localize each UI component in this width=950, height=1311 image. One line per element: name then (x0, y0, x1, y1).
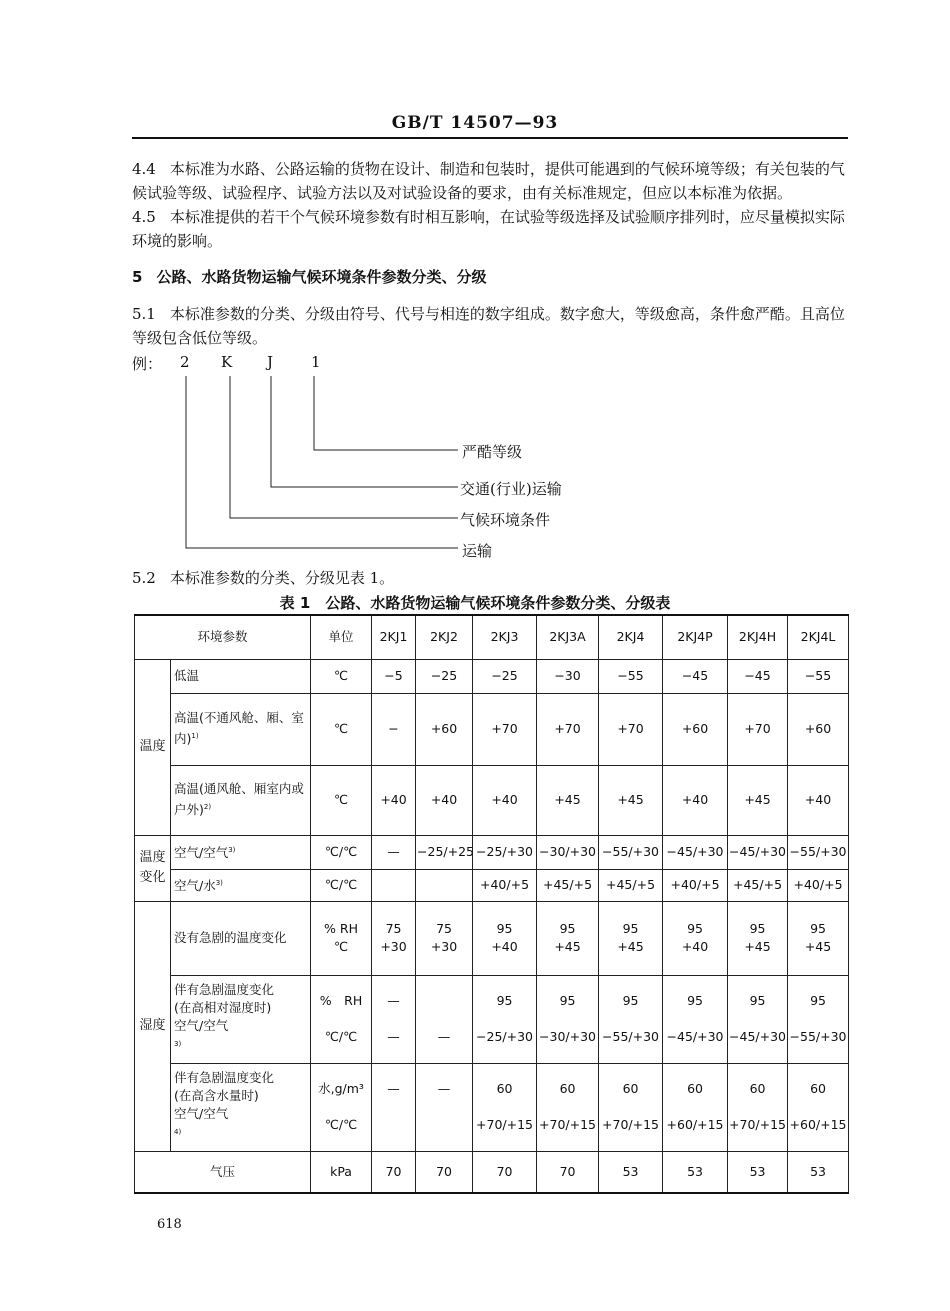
value-water: — (387, 1081, 400, 1096)
header-class: 2KJ4P (663, 615, 728, 659)
value-cell: −25/+30 (473, 835, 537, 869)
value-cell: −30 (537, 659, 599, 693)
value-cell (473, 975, 537, 1063)
value-water: 60 (496, 1081, 513, 1096)
value-cell: +40 (372, 765, 416, 835)
value-rh: 95 (622, 993, 639, 1008)
value-cell (788, 975, 849, 1063)
value-cell: +70 (599, 693, 663, 765)
value-rh: 75 (436, 921, 452, 936)
value-cell: +40/+5 (663, 869, 728, 901)
header-class: 2KJ4L (788, 615, 849, 659)
footnote-ref: 4) (174, 1128, 182, 1137)
table-row-temp-change-air-water (135, 869, 849, 901)
value-cell (537, 975, 599, 1063)
footnote-ref: 3) (174, 1040, 182, 1049)
value-cell (663, 901, 728, 975)
table-header-row (135, 615, 849, 659)
label-climate-condition: 气候环境条件 (460, 511, 551, 529)
table-row-humidity-sharp-high-water (135, 1063, 849, 1151)
value-cell: 53 (788, 1151, 849, 1193)
value-temp: +30 (380, 939, 407, 954)
table-row-pressure (135, 1151, 849, 1193)
spacer (538, 1010, 597, 1028)
value-temp: +45 (617, 939, 644, 954)
param-label-text: 空气/空气 (174, 845, 229, 861)
value-cell (537, 901, 599, 975)
tree-line-severity (314, 376, 458, 450)
clause-number: 5.1 (132, 305, 156, 323)
spacer (417, 1010, 471, 1028)
paragraph-5-2 (132, 566, 848, 590)
value-cell (663, 1063, 728, 1151)
value-cell (599, 975, 663, 1063)
value-cell: 53 (663, 1151, 728, 1193)
value-cell (537, 1063, 599, 1151)
value-change: — (437, 1029, 451, 1044)
value-cell: −25/+25 (416, 835, 473, 869)
spacer (538, 1098, 597, 1116)
section-title-text: 公路、水路货物运输气候环境条件参数分类、分级 (156, 268, 487, 286)
value-change: −45/+30 (729, 1029, 786, 1044)
value-rh (417, 992, 471, 1010)
value-cell: 53 (728, 1151, 788, 1193)
example-char-2: 2 (180, 353, 190, 371)
example-prefix: 例： (132, 355, 163, 373)
value-rh: 95 (687, 921, 703, 936)
group-label: 温度 (139, 739, 166, 754)
value-temp: +30 (430, 939, 458, 954)
value-cell (788, 901, 849, 975)
table-row-low-temp (135, 659, 849, 693)
value-temp: +45 (554, 939, 581, 954)
value-cell (663, 975, 728, 1063)
spacer (373, 1098, 414, 1116)
label-transport: 运输 (462, 542, 493, 560)
value-cell (728, 975, 788, 1063)
footnote-ref: 3) (215, 879, 223, 888)
value-cell: −25 (416, 659, 473, 693)
param-label (171, 1063, 311, 1151)
value-rh: 95 (749, 993, 766, 1008)
spacer (312, 1010, 370, 1028)
value-change: +70/+15 (729, 1117, 786, 1132)
value-cell: 70 (416, 1151, 473, 1193)
spacer (373, 1010, 414, 1028)
page-header: GB/T 14507—93 (391, 113, 559, 133)
value-cell (473, 901, 537, 975)
value-rh: — (387, 993, 400, 1008)
clause-text: 本标准为水路、公路运输的货物在设计、制造和包装时，提供可能遇到的气候环境等级；有关包装的气候试验等级、试验程序、试验方法以及对试验设备的要求，由有关标准规定，但应以本标准为依据。 (132, 160, 845, 202)
value-cell (416, 1063, 473, 1151)
value-cell: 53 (599, 1151, 663, 1193)
unit-celsius: ℃ (333, 939, 349, 954)
clause-text: 本标准参数的分类、分级由符号、代号与相连的数字组成。数字愈大，等级愈高，条件愈严酷。且高位等级包含低位等级。 (132, 305, 845, 347)
label-severity-level: 严酷等级 (462, 443, 523, 461)
value-cell: −55/+30 (788, 835, 849, 869)
value-cell: +40 (416, 765, 473, 835)
value-cell (416, 975, 473, 1063)
clause-number: 4.4 (132, 160, 156, 178)
table-row-high-temp-open (135, 765, 849, 835)
param-label-text: 空气/空气 (174, 1018, 229, 1034)
unit-cell (311, 1063, 372, 1151)
param-label: 没有急剧的温度变化 (171, 901, 311, 975)
value-cell: −25 (473, 659, 537, 693)
value-cell (599, 1063, 663, 1151)
value-cell: −55 (599, 659, 663, 693)
value-cell: +45/+5 (728, 869, 788, 901)
example-char-1: 1 (311, 353, 321, 371)
clause-text: 本标准提供的若干个气候环境参数有时相互影响，在试验等级选择及试验顺序排列时，应尽量模拟实际环境的影响。 (132, 208, 845, 250)
unit-cell (311, 975, 372, 1063)
value-rh: 95 (810, 993, 826, 1008)
value-cell (416, 901, 473, 975)
param-label (171, 869, 311, 901)
footnote-ref: 2) (203, 803, 212, 812)
value-rh: 95 (749, 921, 766, 936)
unit-cell: ℃ (311, 659, 372, 693)
value-cell: −45/+30 (663, 835, 728, 869)
spacer (312, 1098, 370, 1116)
value-cell: −55/+30 (599, 835, 663, 869)
value-cell: +60 (416, 693, 473, 765)
header-unit: 单位 (311, 615, 372, 659)
clause-number: 4.5 (132, 208, 156, 226)
unit-rh: % RH (319, 993, 363, 1008)
value-water: — (437, 1081, 451, 1096)
spacer (474, 1098, 535, 1116)
value-cell: −45/+30 (728, 835, 788, 869)
unit-cell: ℃/℃ (311, 869, 372, 901)
param-label-line: (在高含水量时) (174, 1088, 259, 1104)
param-label (171, 835, 311, 869)
value-change: −45/+30 (666, 1029, 724, 1044)
value-cell: +70 (537, 693, 599, 765)
value-cell (728, 1063, 788, 1151)
label-transport-sector: 交通(行业)运输 (460, 480, 562, 498)
value-cell: +45 (728, 765, 788, 835)
value-cell: +60 (788, 693, 849, 765)
value-cell: +45 (537, 765, 599, 835)
value-cell: −45 (728, 659, 788, 693)
value-change: −30/+30 (539, 1029, 596, 1044)
value-change (417, 1116, 471, 1134)
header-class: 2KJ2 (416, 615, 473, 659)
value-cell: +70 (473, 693, 537, 765)
clause-text: 本标准参数的分类、分级见表 1。 (169, 569, 395, 587)
param-label-text: 高温(不通风舱、厢、室内) (174, 710, 304, 747)
unit-cell: ℃ (311, 693, 372, 765)
value-cell (372, 1063, 416, 1151)
value-cell: −30/+30 (537, 835, 599, 869)
param-label-text: 高温(通风舱、厢室内或户外) (174, 781, 304, 818)
param-label: 低温 (171, 659, 311, 693)
param-label (171, 975, 311, 1063)
param-label: 气压 (135, 1151, 311, 1193)
header-class: 2KJ3A (537, 615, 599, 659)
header-class: 2KJ3 (473, 615, 537, 659)
param-label (171, 693, 311, 765)
unit-water: 水,g/m³ (318, 1081, 364, 1096)
unit-cell: kPa (311, 1151, 372, 1193)
unit-rh: % RH (324, 921, 358, 936)
page-number: 618 (157, 1217, 182, 1232)
value-cell: 70 (537, 1151, 599, 1193)
header-class: 2KJ1 (372, 615, 416, 659)
value-cell (372, 901, 416, 975)
table-row-humidity-sharp-high-rh (135, 975, 849, 1063)
value-cell: +45/+5 (537, 869, 599, 901)
value-cell: +45/+5 (599, 869, 663, 901)
param-label (171, 765, 311, 835)
value-cell (473, 1063, 537, 1151)
value-water: 60 (559, 1081, 576, 1096)
spacer (417, 1098, 471, 1116)
spacer (789, 1098, 847, 1116)
param-label-line: (在高相对湿度时) (174, 1000, 272, 1016)
value-rh: 75 (385, 921, 402, 936)
param-label-line (174, 1017, 309, 1056)
unit-cell: ℃/℃ (311, 835, 372, 869)
value-cell: +40/+5 (788, 869, 849, 901)
table-row-temp-change-air-air (135, 835, 849, 869)
value-change (373, 1116, 414, 1134)
value-change: −55/+30 (602, 1029, 659, 1044)
value-cell (372, 869, 416, 901)
value-cell: +40/+5 (473, 869, 537, 901)
spacer (600, 1098, 661, 1116)
group-temp-change: 温度变化 (135, 835, 171, 901)
value-water: 60 (810, 1081, 826, 1096)
value-change: — (387, 1029, 400, 1044)
param-label-line: 伴有急剧温度变化 (174, 982, 275, 998)
value-change: +60/+15 (789, 1117, 847, 1132)
value-cell (599, 901, 663, 975)
spacer (789, 1010, 847, 1028)
unit-change: ℃/℃ (324, 1029, 358, 1044)
spacer (729, 1098, 786, 1116)
value-cell (728, 901, 788, 975)
param-label-text: 空气/水 (174, 878, 216, 894)
value-water: 60 (687, 1081, 703, 1096)
value-cell: 70 (473, 1151, 537, 1193)
value-rh: 95 (810, 921, 826, 936)
value-rh: 95 (559, 993, 576, 1008)
table-row-high-temp-closed (135, 693, 849, 765)
value-temp: +45 (804, 939, 832, 954)
classification-table (134, 614, 849, 1194)
section-number: 5 (132, 268, 143, 286)
value-change: +60/+15 (666, 1117, 724, 1132)
spacer (664, 1098, 726, 1116)
value-rh: 95 (496, 993, 513, 1008)
value-change: −25/+30 (476, 1029, 533, 1044)
value-cell: − (372, 693, 416, 765)
header-class: 2KJ4 (599, 615, 663, 659)
value-change: +70/+15 (476, 1117, 533, 1132)
value-cell: +40 (788, 765, 849, 835)
footnote-ref: 3) (228, 846, 236, 855)
unit-cell (311, 901, 372, 975)
tree-line-climate (230, 376, 458, 518)
value-cell: — (372, 835, 416, 869)
value-change: +70/+15 (602, 1117, 659, 1132)
value-water: 60 (749, 1081, 766, 1096)
param-label-line: 伴有急剧温度变化 (174, 1070, 275, 1086)
param-label-text: 空气/空气 (174, 1106, 229, 1122)
tree-line-transport (186, 376, 458, 548)
value-rh: 95 (559, 921, 576, 936)
value-cell (416, 869, 473, 901)
value-cell: −55 (788, 659, 849, 693)
param-label-line (174, 1105, 309, 1144)
value-cell: −5 (372, 659, 416, 693)
value-temp: +45 (744, 939, 771, 954)
tree-line-transport-sector (271, 376, 458, 487)
spacer (474, 1010, 535, 1028)
header-param: 环境参数 (135, 615, 311, 659)
footnote-ref: 1) (191, 732, 199, 741)
example-char-j: J (267, 353, 274, 371)
value-rh: 95 (687, 993, 703, 1008)
value-cell: +60 (663, 693, 728, 765)
value-water: 60 (622, 1081, 639, 1096)
spacer (664, 1010, 726, 1028)
value-cell: +70 (728, 693, 788, 765)
value-cell: 70 (372, 1151, 416, 1193)
value-cell: +40 (473, 765, 537, 835)
unit-change: ℃/℃ (324, 1117, 358, 1132)
value-cell (788, 1063, 849, 1151)
table-row-humidity-no-sharp (135, 901, 849, 975)
value-temp: +40 (491, 939, 518, 954)
value-cell (372, 975, 416, 1063)
value-cell: +45 (599, 765, 663, 835)
value-rh: 95 (496, 921, 513, 936)
value-cell: +40 (663, 765, 728, 835)
value-temp: +40 (681, 939, 709, 954)
unit-cell: ℃ (311, 765, 372, 835)
spacer (729, 1010, 786, 1028)
clause-number: 5.2 (132, 569, 156, 587)
value-cell: −45 (663, 659, 728, 693)
value-rh: 95 (622, 921, 639, 936)
spacer (600, 1010, 661, 1028)
example-char-k: K (221, 353, 233, 371)
header-class: 2KJ4H (728, 615, 788, 659)
value-change: +70/+15 (539, 1117, 596, 1132)
group-temperature (135, 659, 171, 835)
table-caption: 表 1 公路、水路货物运输气候环境条件参数分类、分级表 (279, 594, 671, 612)
group-humidity: 湿度 (135, 901, 171, 1151)
value-change: −55/+30 (789, 1029, 847, 1044)
